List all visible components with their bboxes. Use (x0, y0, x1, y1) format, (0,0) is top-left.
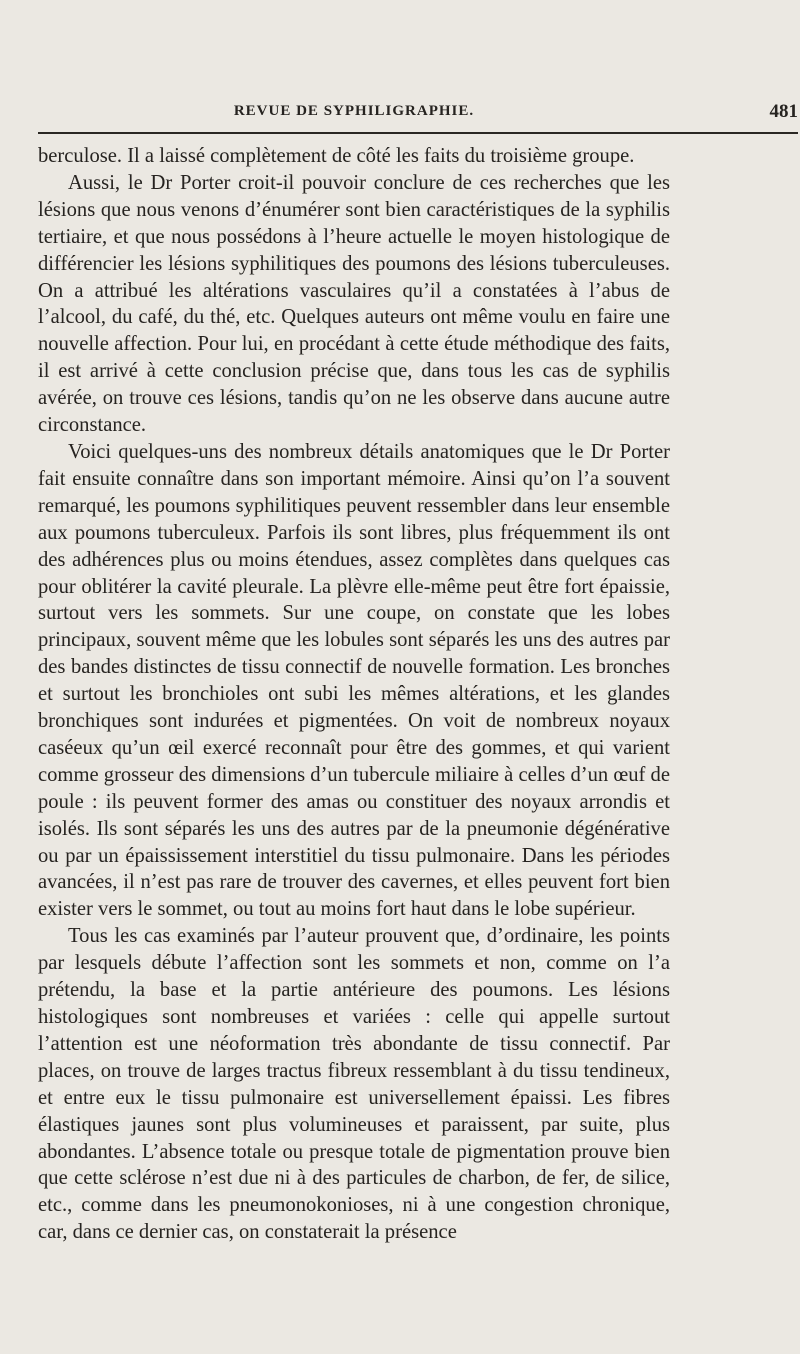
running-head (38, 101, 798, 131)
body-text (38, 143, 670, 1246)
paragraph: Voici quelques-uns des nombreux détails anatomiques que le Dr Porter fait ensuite connaître dans son important mémoire. Ainsi qu’on l’a souvent remarqué, les poumons syphilitiques peuvent ressembler dans leur ensemble aux poumons tuberculeux. Parfois ils sont libres, plus fréquemment ils ont des adhérences plus ou moins étendues, assez complètes dans quelques cas pour oblitérer la cavité pleurale. La plèvre elle-même peut être fort épaissie, surtout vers les sommets. Sur une coupe, on constate que les lobes principaux, souvent même que les lobules sont séparés les uns des autres par des bandes distinctes de tissu connectif de nouvelle formation. Les bronches et surtout les bronchioles ont subi les mêmes altérations, et les glandes bronchiques sont indurées et pigmentées. On voit de nombreux noyaux caséeux qu’un œil exercé reconnaît pour être des gommes, et qui varient comme grosseur des dimensions d’un tubercule miliaire à celles d’un œuf de poule : ils peuvent former des amas ou constituer des noyaux arrondis et isolés. Ils sont séparés les uns des autres par de la pneumonie dégénérative ou par un épaississement interstitiel du tissu pulmonaire. Dans les périodes avancées, il n’est pas rare de trouver des cavernes, et elles peuvent fort bien exister vers le sommet, ou tout au moins fort haut dans le lobe supérieur. (38, 440, 670, 921)
paragraph-continuation: berculose. Il a laissé complètement de côté les faits du troisième groupe. (38, 145, 635, 167)
paragraph: Aussi, le Dr Porter croit-il pouvoir conclure de ces recherches que les lésions que nous venons d’énumérer sont bien caractéristiques de la syphilis tertiaire, et que nous possédons à l’heure actuelle le moyen histologique de différencier les lésions syphilitiques des poumons des lésions tuberculeuses. On a attribué les altérations vasculaires qu’il a constatées à l’abus de l’alcool, du café, du thé, etc. Quelques auteurs ont même voulu en faire une nouvelle affection. Pour lui, en procédant à cette étude méthodique des faits, il est arrivé à cette conclusion précise que, dans tous les cas de syphilis avérée, on trouve ces lésions, tandis qu’on ne les observe dans aucune autre circonstance. (38, 171, 670, 437)
header-rule (38, 132, 798, 134)
running-title: REVUE DE SYPHILIGRAPHIE. (233, 103, 475, 119)
page-number: 481 (769, 101, 798, 122)
paragraph: Tous les cas examinés par l’auteur prouvent que, d’ordinaire, les points par lesquels débute l’affection sont les sommets et non, comme on l’a prétendu, la base et la partie antérieure des poumons. Les lésions histologiques sont nombreuses et variées : celle qui appelle surtout l’attention est une néoformation très abondante de tissu connectif. Par places, on trouve de larges tractus fibreux ressemblant à du tissu tendineux, et entre eux le tissu pulmonaire est universellement épaissi. Les fibres élastiques jaunes sont plus volumineuses et paraissent, par suite, plus abondantes. L’absence totale ou presque totale de pigmentation prouve bien que cette sclérose n’est due ni à des particules de charbon, de fer, de silice, etc., comme dans les pneumonokonioses, ni à une congestion chronique, car, dans ce dernier cas, on constaterait la présence (38, 925, 670, 1244)
